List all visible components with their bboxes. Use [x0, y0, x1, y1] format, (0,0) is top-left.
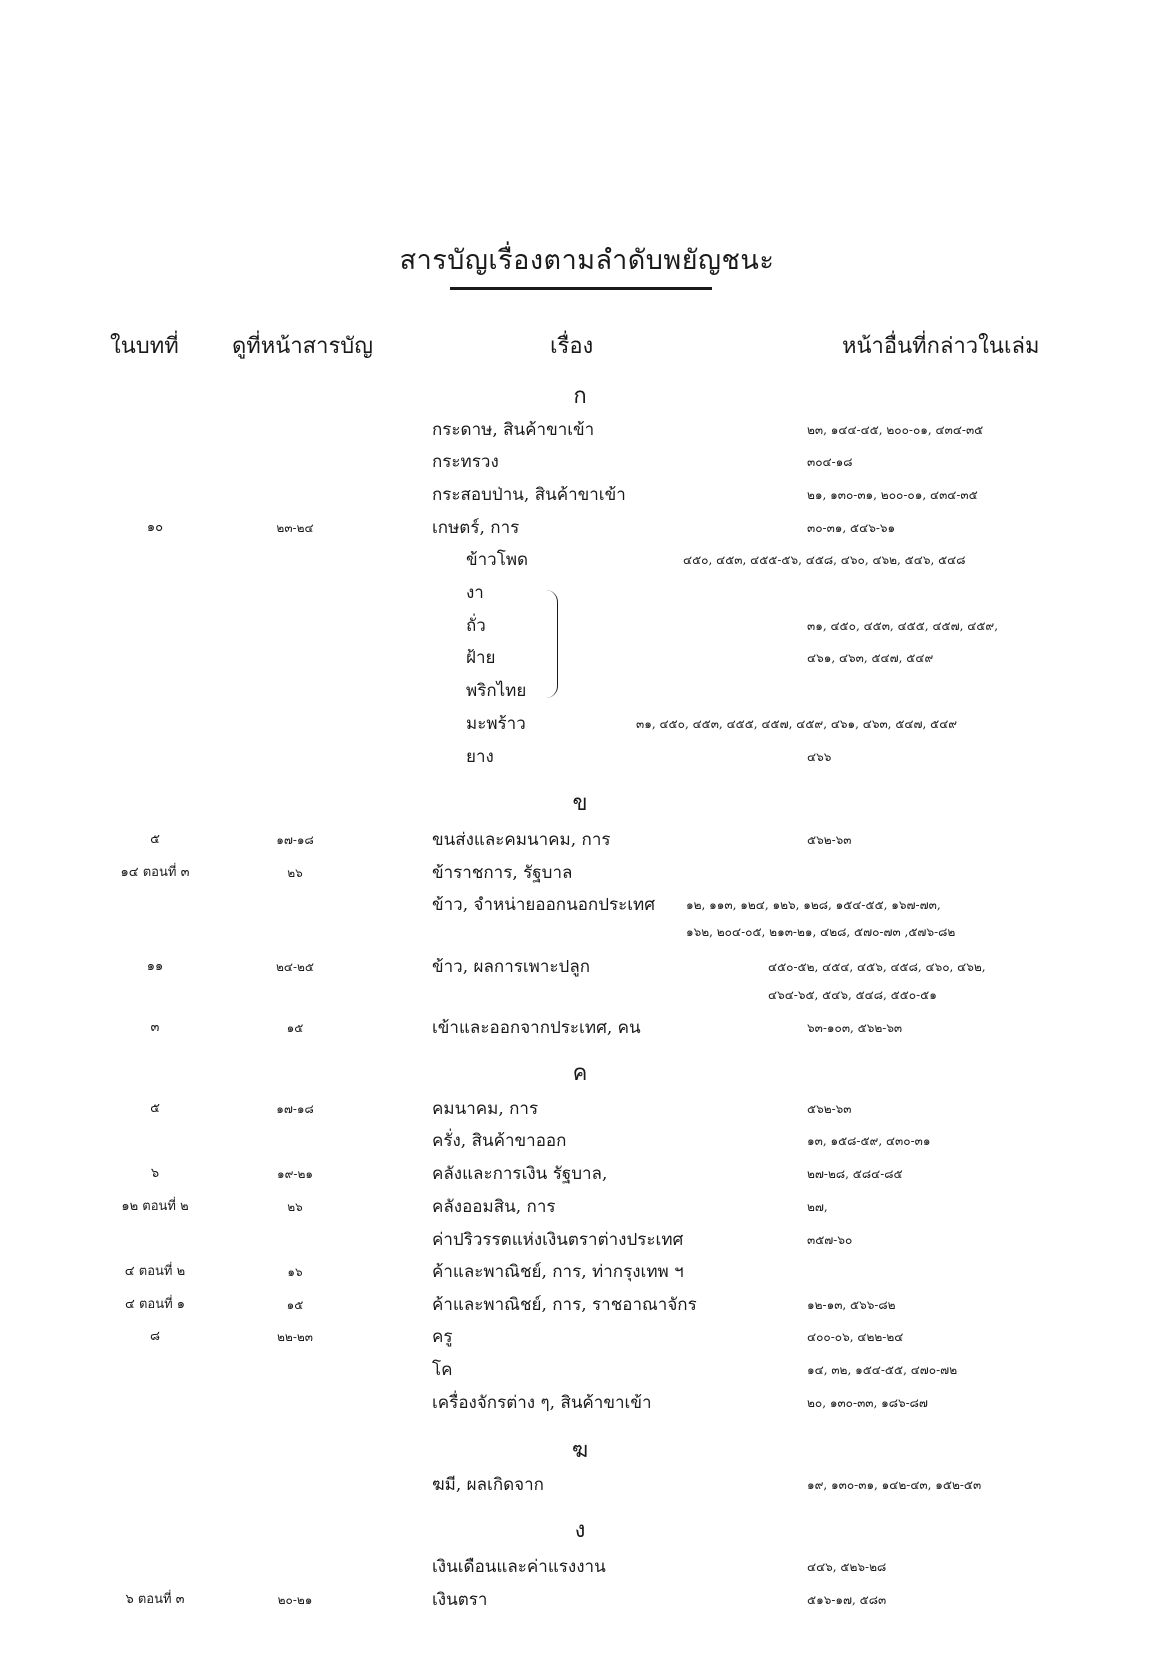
table-row: [0, 513, 1174, 543]
refs-cell: ๓๑, ๔๕๐, ๔๕๓, ๔๕๕, ๔๕๗, ๔๕๙,: [807, 619, 999, 633]
table-row: [0, 1552, 1174, 1582]
chapter-cell: ๑๐: [146, 520, 164, 535]
summary-page-cell: ๑๕: [286, 1021, 304, 1035]
table-row: [0, 1388, 1174, 1418]
table-row: [0, 1585, 1174, 1615]
topic-cell: ข้าราชการ, รัฐบาล: [432, 863, 573, 883]
refs-cell: ๒๐, ๑๓๐-๓๓, ๑๘๖-๘๗: [807, 1396, 928, 1410]
table-row: [0, 1290, 1174, 1320]
table-row: [0, 1470, 1174, 1500]
chapter-cell: ๘: [149, 1329, 161, 1344]
section-letter-khor-rakhang: ฆ: [571, 1438, 589, 1463]
table-row: [0, 1094, 1174, 1124]
topic-cell: ข้าว, ผลการเพาะปลูก: [432, 957, 591, 977]
refs-cell: ๓๐๔-๑๘: [807, 455, 853, 469]
summary-page-cell: ๒๔-๒๕: [275, 960, 315, 974]
table-row: [0, 1159, 1174, 1189]
table-row: [0, 917, 1174, 947]
table-row: [0, 578, 1174, 608]
topic-cell: ฆมี, ผลเกิดจาก: [432, 1475, 544, 1495]
refs-cell: ๑๒-๑๓, ๕๖๖-๘๒: [807, 1298, 896, 1312]
summary-page-cell: ๑๗-๑๘: [276, 1102, 314, 1116]
refs-cell: ๔๔๖, ๕๒๖-๒๘: [807, 1560, 887, 1574]
topic-cell: ครั่ง, สินค้าขาออก: [432, 1131, 567, 1151]
table-row: [0, 545, 1174, 575]
refs-cell: ๕๑๖-๑๗, ๕๘๓: [807, 1593, 887, 1607]
topic-cell: เงินเดือนและค่าแรงงาน: [432, 1557, 606, 1577]
topic-cell: ขนส่งและคมนาคม, การ: [432, 830, 611, 850]
section-letter-kor: ก: [573, 384, 587, 409]
table-row: [0, 742, 1174, 772]
table-row: [0, 1013, 1174, 1043]
section-letter-khor-khwai: ค: [572, 1061, 588, 1086]
table-row: [0, 1355, 1174, 1385]
topic-cell: เครื่องจักรต่าง ๆ, สินค้าขาเข้า: [432, 1393, 652, 1413]
topic-cell: กระดาษ, สินค้าขาเข้า: [432, 420, 595, 440]
summary-page-cell: ๑๙-๒๑: [277, 1167, 313, 1181]
column-header-topic: เรื่อง: [550, 334, 594, 359]
table-row: [0, 480, 1174, 510]
table-row: [0, 1192, 1174, 1222]
summary-page-cell: ๑๖: [287, 1265, 303, 1279]
page-title: สารบัญเรื่องตามลำดับพยัญชนะ: [399, 245, 775, 276]
table-row: [0, 890, 1174, 920]
summary-page-cell: ๑๕: [286, 1298, 304, 1312]
refs-cell: ๑๙, ๑๓๐-๓๑, ๑๔๒-๔๓, ๑๕๒-๕๓: [807, 1478, 982, 1492]
topic-cell: คลังและการเงิน รัฐบาล,: [432, 1164, 608, 1184]
summary-page-cell: ๒๒-๒๓: [277, 1330, 313, 1344]
topic-cell: ถั่ว: [466, 616, 486, 636]
chapter-cell: ๖ ตอนที่ ๓: [125, 1592, 185, 1607]
summary-page-cell: ๒๓-๒๔: [276, 521, 314, 535]
title-underline: [450, 287, 712, 290]
column-header-summary-page: ดูที่หน้าสารบัญ: [232, 334, 373, 359]
refs-cell: ๒๗-๒๘, ๕๘๔-๘๕: [807, 1167, 903, 1181]
chapter-cell: ๑๒ ตอนที่ ๒: [121, 1199, 189, 1214]
topic-cell: ค่าปริวรรตแห่งเงินตราต่างประเทศ: [432, 1230, 684, 1250]
chapter-cell: ๔ ตอนที่ ๒: [124, 1264, 186, 1279]
chapter-cell: ๕: [150, 832, 160, 847]
column-header-other-pages: หน้าอื่นที่กล่าวในเล่ม: [842, 334, 1040, 359]
summary-page-cell: ๑๗-๑๘: [276, 833, 314, 847]
section-letter-khor: ข: [572, 791, 588, 816]
refs-cell: ๑๓, ๑๕๘-๕๙, ๔๓๐-๓๑: [807, 1134, 931, 1148]
topic-cell: กระทรวง: [432, 452, 499, 472]
table-row: [0, 676, 1174, 706]
topic-cell: มะพร้าว: [466, 714, 526, 734]
topic-cell: ข้าวโพด: [466, 550, 529, 570]
table-row: [0, 447, 1174, 477]
chapter-cell: ๓: [150, 1020, 160, 1035]
topic-cell: ครู: [432, 1327, 453, 1347]
refs-cell: ๔๕๐-๕๒, ๔๕๔, ๔๕๖, ๔๕๘, ๔๖๐, ๔๖๒,: [768, 960, 986, 974]
refs-cell: ๓๕๗-๖๐: [807, 1233, 853, 1247]
refs-cell: ๓๑, ๔๕๐, ๔๕๓, ๔๕๕, ๔๕๗, ๔๕๙, ๔๖๑, ๔๖๓, ๕๔๗, ๕๔๙: [636, 717, 958, 731]
table-row: [0, 643, 1174, 673]
topic-cell: ยาง: [466, 747, 494, 767]
topic-cell: โค: [432, 1360, 453, 1380]
refs-cell: ๔๖๑, ๔๖๓, ๕๔๗, ๕๔๙: [807, 651, 934, 665]
table-row: [0, 1322, 1174, 1352]
table-row: [0, 980, 1174, 1010]
topic-cell: เงินตรา: [432, 1590, 488, 1610]
chapter-cell: ๖: [150, 1166, 160, 1181]
refs-cell: ๕๖๒-๖๓: [807, 833, 852, 847]
refs-cell: ๒๗,: [807, 1200, 828, 1214]
summary-page-cell: ๒๖: [287, 866, 303, 880]
summary-page-cell: ๒๐-๒๑: [277, 1593, 313, 1607]
table-row: [0, 825, 1174, 855]
topic-cell: พริกไทย: [466, 681, 527, 701]
table-row: [0, 1257, 1174, 1287]
topic-cell: ฝ้าย: [466, 648, 496, 668]
refs-cell: ๒๓, ๑๔๔-๔๕, ๒๐๐-๐๑, ๔๓๔-๓๕: [807, 423, 984, 437]
table-row: [0, 1225, 1174, 1255]
table-row: [0, 709, 1174, 739]
refs-cell: ๒๑, ๑๓๐-๓๑, ๒๐๐-๐๑, ๔๓๔-๓๕: [807, 488, 978, 502]
refs-cell: ๑๔, ๓๒, ๑๕๔-๕๕, ๔๗๐-๗๒: [807, 1363, 958, 1377]
summary-page-cell: ๒๖: [287, 1200, 303, 1214]
topic-cell: คมนาคม, การ: [432, 1099, 539, 1119]
topic-cell: งา: [466, 583, 484, 603]
chapter-cell: ๑๑: [146, 959, 164, 974]
refs-cell: ๔๐๐-๐๖, ๔๒๒-๒๔: [807, 1330, 904, 1344]
topic-cell: เกษตร์, การ: [432, 518, 520, 538]
section-letter-ngor: ง: [574, 1518, 586, 1543]
refs-cell: ๔๕๐, ๔๕๓, ๔๕๕-๕๖, ๔๕๘, ๔๖๐, ๔๖๒, ๕๔๖, ๕๔๘: [683, 553, 966, 567]
topic-cell: ค้าและพาณิชย์, การ, ท่ากรุงเทพ ฯ: [432, 1262, 684, 1282]
table-row: [0, 415, 1174, 445]
table-row: [0, 952, 1174, 982]
topic-cell: ค้าและพาณิชย์, การ, ราชอาณาจักร: [432, 1295, 697, 1315]
topic-cell: กระสอบป่าน, สินค้าขาเข้า: [432, 485, 626, 505]
chapter-cell: ๑๔ ตอนที่ ๓: [120, 865, 190, 880]
refs-cell: ๔๖๖: [807, 750, 832, 764]
topic-cell: เข้าและออกจากประเทศ, คน: [432, 1018, 641, 1038]
table-row: [0, 1126, 1174, 1156]
table-row: [0, 611, 1174, 641]
column-header-chapter: ในบทที่: [110, 334, 179, 359]
refs-cell: ๕๖๒-๖๓: [807, 1102, 852, 1116]
topic-cell: ข้าว, จำหน่ายออกนอกประเทศ: [432, 895, 656, 915]
refs-cell: ๑๒, ๑๑๓, ๑๒๔, ๑๒๖, ๑๒๘, ๑๕๔-๕๕, ๑๖๗-๗๓,: [686, 898, 941, 912]
refs-cell: ๔๖๔-๖๕, ๕๔๖, ๕๔๘, ๕๕๐-๕๑: [768, 988, 937, 1002]
refs-cell: ๓๐-๓๑, ๕๔๖-๖๑: [807, 521, 896, 535]
refs-cell: ๖๓-๑๐๓, ๕๖๒-๖๓: [807, 1021, 903, 1035]
chapter-cell: ๔ ตอนที่ ๑: [124, 1297, 186, 1312]
table-row: [0, 858, 1174, 888]
refs-cell: ๑๖๒, ๒๐๔-๐๕, ๒๑๓-๒๑, ๔๒๘, ๕๗๐-๗๓ ,๕๗๖-๘๒: [686, 925, 956, 939]
chapter-cell: ๕: [150, 1101, 160, 1116]
grouping-brace: [545, 590, 558, 698]
topic-cell: คลังออมสิน, การ: [432, 1197, 556, 1217]
